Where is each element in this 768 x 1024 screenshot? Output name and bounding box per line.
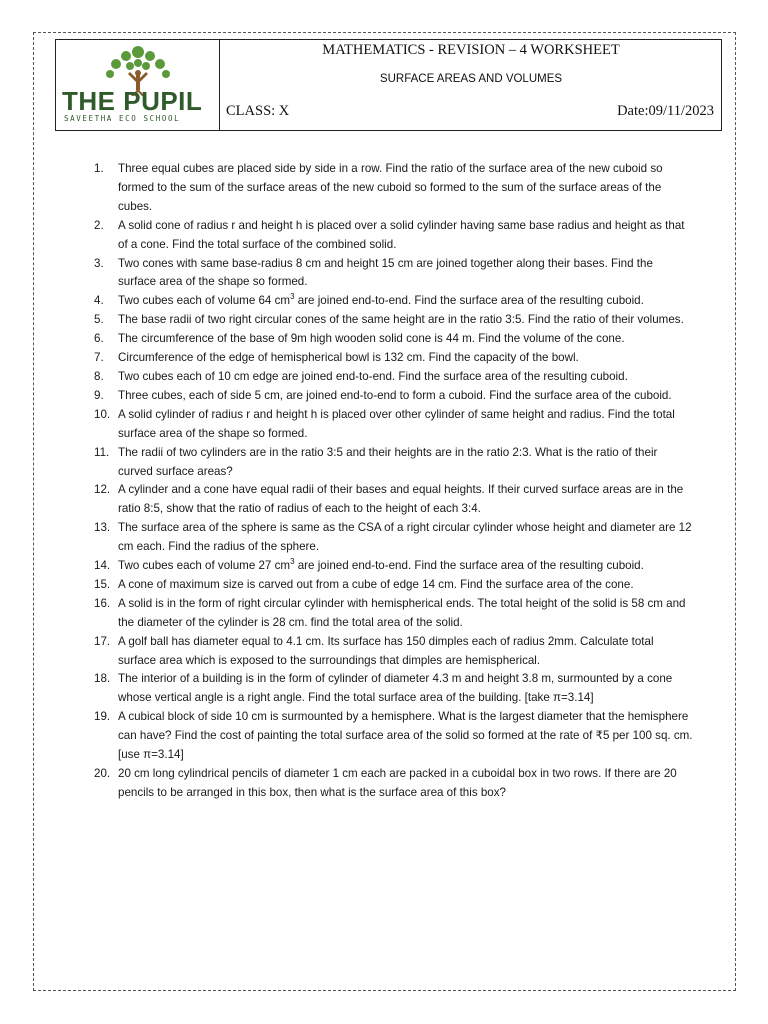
question-number: 16.	[94, 596, 111, 610]
question-item	[94, 481, 694, 519]
date-label: Date:09/11/2023	[617, 103, 714, 119]
question-item	[94, 217, 694, 255]
question-text: Circumference of the edge of hemispherical bowl is 132 cm. Find the capacity of the bowl.	[118, 351, 579, 365]
question-number: 4.	[94, 294, 104, 308]
question-number: 15.	[94, 577, 111, 591]
question-text: A solid is in the form of right circular cylinder with hemispherical ends. The total height of the solid is 58 cm and the diameter of the cylinder is 28 cm. find the total area of the solid.	[118, 596, 686, 629]
question-item	[94, 330, 694, 349]
question-number: 17.	[94, 634, 111, 648]
question-number: 19.	[94, 710, 111, 724]
question-text: A solid cone of radius r and height h is placed over a solid cylinder having same base radius and height as that of a cone. Find the total surface of the combined solid.	[118, 218, 685, 251]
question-text	[118, 292, 694, 311]
worksheet-title: MATHEMATICS - REVISION – 4 WORKSHEET	[322, 42, 620, 58]
question-number: 14.	[94, 559, 111, 573]
question-number: 8.	[94, 369, 104, 383]
question-item	[94, 765, 694, 803]
question-text: A cylinder and a cone have equal radii of their bases and equal heights. If their curved surface areas are in the ratio 8:5, show that the ratio of radius of each to the height of each 3:4.	[118, 483, 684, 516]
question-text-part: Two cubes each of volume 27 cm	[118, 559, 291, 573]
school-logo	[60, 44, 214, 124]
question-text-part: are joined end-to-end. Find the surface area of the resulting cuboid.	[294, 559, 644, 573]
question-number: 20.	[94, 767, 111, 780]
question-text	[118, 557, 694, 576]
question-text: Two cubes each of 10 cm edge are joined end-to-end. Find the surface area of the resulting cuboid.	[118, 369, 628, 383]
question-item	[94, 349, 694, 368]
question-item	[94, 444, 694, 482]
question-text: The base radii of two right circular cones of the same height are in the ratio 3:5. Find the ratio of their volumes.	[118, 313, 684, 327]
question-item	[94, 708, 694, 765]
question-text: The surface area of the sphere is same as the CSA of a right circular cylinder whose height and diameter are 12 cm each. Find the radius of the sphere.	[118, 521, 692, 554]
question-item	[94, 406, 694, 444]
question-text: A golf ball has diameter equal to 4.1 cm. Its surface has 150 dimples each of radius 2mm. Calculate total surface area which is exposed to the surroundings that dimples are hemispherical.	[118, 634, 654, 667]
question-text: Two cones with same base-radius 8 cm and height 15 cm are joined together along their bases. Find the surface area of the shape so formed.	[118, 256, 653, 289]
question-number: 7.	[94, 351, 104, 365]
question-item	[94, 519, 694, 557]
question-number: 18.	[94, 672, 111, 686]
superscript: 3	[290, 557, 295, 567]
superscript: 3	[290, 292, 295, 302]
question-number: 13.	[94, 521, 111, 535]
question-text: 20 cm long cylindrical pencils of diameter 1 cm each are packed in a cuboidal box in two rows. If there are 20 pencils to be arranged in this box, then what is the surface area of this box?	[118, 767, 677, 799]
question-item	[94, 595, 694, 633]
question-item	[94, 292, 694, 311]
question-text-part: are joined end-to-end. Find the surface area of the resulting cuboid.	[294, 294, 644, 308]
question-text-part: Two cubes each of volume 64 cm	[118, 294, 291, 308]
logo-tagline: SAVEETHA ECO SCHOOL	[64, 114, 181, 123]
question-number: 5.	[94, 313, 104, 327]
question-number: 2.	[94, 218, 104, 232]
question-item	[94, 160, 694, 217]
question-item	[94, 633, 694, 671]
question-number: 10.	[94, 407, 111, 421]
question-text: The interior of a building is in the form of cylinder of diameter 4.3 m and height 3.8 m, surmounted by a cone whose vertical angle is a right angle. Find the total surface area of the building. [take π=3.14]	[118, 672, 673, 705]
question-number: 6.	[94, 332, 104, 346]
question-number: 12.	[94, 483, 111, 497]
question-item	[94, 311, 694, 330]
question-number: 9.	[94, 388, 104, 402]
question-item	[94, 670, 694, 708]
class-label: CLASS: X	[226, 103, 290, 119]
worksheet-subtitle: SURFACE AREAS AND VOLUMES	[379, 73, 563, 85]
question-text: The circumference of the base of 9m high wooden solid cone is 44 m. Find the volume of the cone.	[118, 332, 625, 346]
question-item	[94, 576, 694, 595]
question-text: Three cubes, each of side 5 cm, are joined end-to-end to form a cuboid. Find the surface area of the cuboid.	[118, 388, 672, 402]
question-item	[94, 255, 694, 293]
question-number: 11.	[94, 445, 110, 459]
question-item	[94, 387, 694, 406]
question-text: A cone of maximum size is carved out from a cube of edge 14 cm. Find the surface area of the cone.	[118, 577, 634, 591]
question-number: 3.	[94, 256, 104, 270]
question-text: The radii of two cylinders are in the ratio 3:5 and their heights are in the ratio 2:3. What is the ratio of their curved surface areas?	[118, 445, 658, 478]
question-text: Three equal cubes are placed side by side in a row. Find the ratio of the surface area of the new cuboid so formed to the sum of the surface areas of the new cuboid so formed to the sum of the surface areas of the cubes.	[118, 162, 663, 213]
question-item	[94, 557, 694, 576]
question-item	[94, 368, 694, 387]
question-text: A cubical block of side 10 cm is surmounted by a hemisphere. What is the largest diameter that the hemisphere can have? Find the cost of painting the total surface area of the solid so formed at the rate of ₹5 per 100 sq. cm. [use π=3.14]	[118, 710, 693, 762]
question-number: 1.	[94, 162, 104, 175]
question-text: A solid cylinder of radius r and height h is placed over other cylinder of same height and radius. Find the total surface area of the shape so formed.	[118, 407, 675, 440]
logo-wordmark: THE PUPIL	[62, 86, 203, 116]
question-list	[94, 160, 694, 803]
